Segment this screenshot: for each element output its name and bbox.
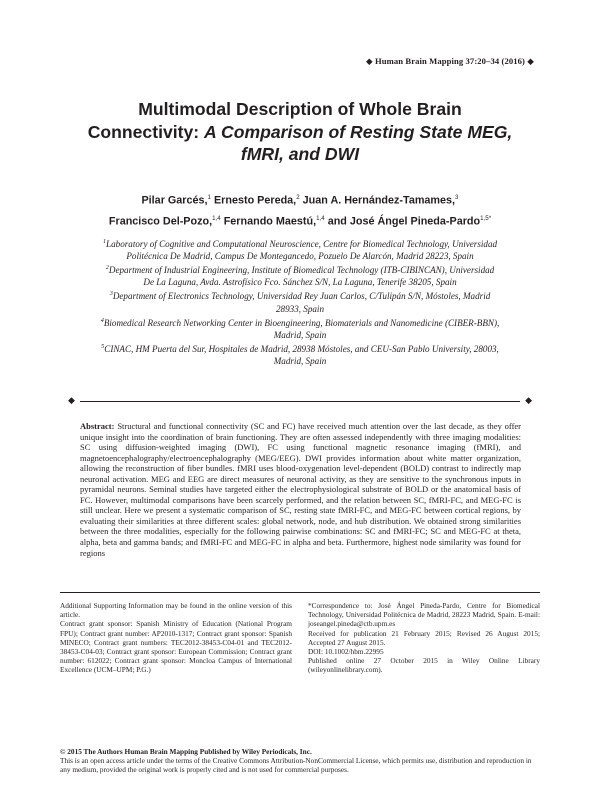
footnote-supporting-info: Additional Supporting Information may be found in the online version of this article. bbox=[60, 601, 292, 620]
footnote-correspondence: *Correspondence to: José Ángel Pineda-Pardo, Centre for Biomedical Technology, Universidad Politécnica de Madrid, 28223 Madrid, Spain. E-mail: joseangel.pineda@ctb.upm.es bbox=[308, 601, 540, 629]
affiliation-number: 2 bbox=[105, 264, 109, 272]
footnote-doi: DOI: 10.1002/hbm.22995 bbox=[308, 647, 384, 657]
footnotes-right bbox=[308, 601, 540, 675]
affiliation-number: 3 bbox=[109, 290, 113, 298]
title-line-1: Multimodal Description of Whole Brain bbox=[138, 99, 462, 119]
author-affiliation-mark: 1,5* bbox=[480, 215, 492, 223]
journal-citation: Human Brain Mapping 37:20–34 (2016) bbox=[374, 56, 526, 66]
author-line-2 bbox=[60, 210, 540, 231]
diamond-icon: ◆ bbox=[68, 395, 75, 405]
affiliation-text: Department of Industrial Engineering, Institute of Biomedical Technology (ITB-CIBINCAN), Universidad De La Laguna, Avda. Astrofísico Fco. Sánchez S/N, La Laguna, Tenerife 38205, Spain bbox=[108, 265, 495, 288]
affiliation-number: 5 bbox=[101, 342, 105, 350]
affiliation-item bbox=[100, 315, 500, 341]
author-name: Juan A. Hernández-Tamames, bbox=[302, 194, 456, 207]
diamond-icon: ◆ bbox=[527, 56, 534, 66]
author-affiliation-mark: 1,4 bbox=[212, 215, 221, 223]
author-list bbox=[60, 189, 540, 231]
diamond-icon: ◆ bbox=[365, 56, 373, 66]
journal-header bbox=[366, 56, 534, 67]
affiliation-item bbox=[100, 288, 500, 314]
title-subtitle-2: fMRI, and DWI bbox=[240, 144, 360, 164]
footnotes-left bbox=[60, 601, 292, 675]
title-prefix: Connectivity: bbox=[87, 121, 200, 142]
affiliation-text: Laboratory of Cognitive and Computational Neuroscience, Centre for Biomedical Technology, Universidad Politécnica De Madrid, Campus De Montegancedo, Pozuelo De Alarcón, Madrid 28223, Spain bbox=[106, 239, 498, 262]
title-line-2 bbox=[60, 121, 540, 144]
affiliation-text: Department of Electronics Technology, Universidad Rey Juan Carlos, C/Tulipán S/N, Móstoles, Madrid 28933, Spain bbox=[112, 291, 491, 314]
section-divider bbox=[68, 397, 532, 407]
author-name: and José Ángel Pineda-Pardo bbox=[327, 215, 481, 228]
divider-line bbox=[80, 401, 520, 402]
copyright-block bbox=[60, 747, 540, 775]
copyright-line: © 2015 The Authors Human Brain Mapping Published by Wiley Periodicals, Inc. bbox=[60, 747, 312, 756]
affiliation-number: 1 bbox=[102, 238, 107, 245]
affiliation-number: 4 bbox=[100, 316, 104, 324]
abstract-label: Abstract: bbox=[80, 421, 115, 431]
affiliation-text: CINAC, HM Puerta del Sur, Hospitales de Madrid, 28938 Móstoles, and CEU-San Pablo University, 28003, Madrid, Spain bbox=[104, 343, 499, 366]
affiliations bbox=[100, 236, 500, 367]
author-affiliation-mark: 3 bbox=[455, 194, 459, 201]
diamond-icon: ◆ bbox=[525, 395, 532, 405]
author-name: Ernesto Pereda, bbox=[213, 194, 297, 207]
abstract bbox=[80, 421, 521, 558]
license-text: This is an open access article under the terms of the Creative Commons Attribution-NonCommercial License, which permits use, distribution and reproduction in any medium, provided the original work is properly cited and is not used for commercial purposes. bbox=[60, 756, 532, 775]
title-subtitle-1: A Comparison of Resting State MEG, bbox=[204, 121, 513, 142]
author-affiliation-mark: 1,4 bbox=[316, 215, 325, 223]
affiliation-text: Biomedical Research Networking Center in Bioengineering, Biomaterials and Nanomedicine (CIBER-BBN), Madrid, Spain bbox=[103, 317, 500, 340]
author-name: Francisco Del-Pozo, bbox=[108, 215, 213, 228]
author-affiliation-mark: 2 bbox=[296, 194, 300, 201]
paper-title bbox=[60, 98, 540, 166]
affiliation-item bbox=[100, 262, 500, 288]
author-affiliation-mark: 1 bbox=[207, 194, 211, 201]
author-name: Pilar Garcés, bbox=[141, 194, 208, 207]
footnote-published: Published online 27 October 2015 in Wiley Online Library (wileyonlinelibrary.com). bbox=[308, 656, 540, 675]
footnote-dates: Received for publication 21 February 2015; Revised 26 August 2015; Accepted 27 August 2015. bbox=[308, 628, 540, 647]
affiliation-item bbox=[100, 236, 500, 262]
author-line-1 bbox=[60, 189, 540, 210]
footnote-grants: Contract grant sponsor: Spanish Ministry of Education (National Program FPU); Contract grant number: AP2010-1317; Contract grant sponsor: Spanish MINECO; Contract grant numbers: TEC2012-38453-C04-01 and TEC2012-38453-C04-03; Contract grant sponsor: European Commission; Contract grant number: 612022; Contract grant sponsor: Moncloa Campus of International Excellence (UCM–UPM; P.G.) bbox=[60, 619, 292, 675]
footnote-rule bbox=[60, 592, 540, 593]
author-name: Fernando Maestú, bbox=[223, 215, 317, 228]
affiliation-item bbox=[100, 341, 500, 367]
abstract-text: Structural and functional connectivity (SC and FC) have received much attention over the last decade, as they offer unique insight into the coordination of brain functioning. They are often assessed independently with three imaging modalities: SC using diffusion-weighted imaging (DWI), FC using functional magnetic resonance imaging (fMRI), and magnetoencephalography/electroencephalography (MEG/EEG). DWI provides information about white matter organization, allowing the reconstruction of fiber bundles. fMRI uses blood-oxygenation level-dependent (BOLD) contrast to indirectly map neuronal activation. MEG and EEG are direct measures of neuronal activity, as they are sensitive to the synchronous inputs in pyramidal neurons. Seminal studies have targeted either the electrophysiological substrate of BOLD or the anatomical basis of FC. However, multimodal comparisons have been scarcely performed, and the relation between SC, fMRI-FC, and MEG-FC is still unclear. Here we present a systematic comparison of SC, resting state fMRI-FC, and MEG-FC between cortical regions, by evaluating their similarities at three different scales: global network, node, and hub distribution. We obtained strong similarities between the three modalities, especially for the following pairwise combinations: SC and fMRI-FC; SC and MEG-FC at theta, alpha, beta and gamma bands; and fMRI-FC and MEG-FC in alpha and beta. Furthermore, highest node similarity was found for regions bbox=[80, 421, 522, 558]
